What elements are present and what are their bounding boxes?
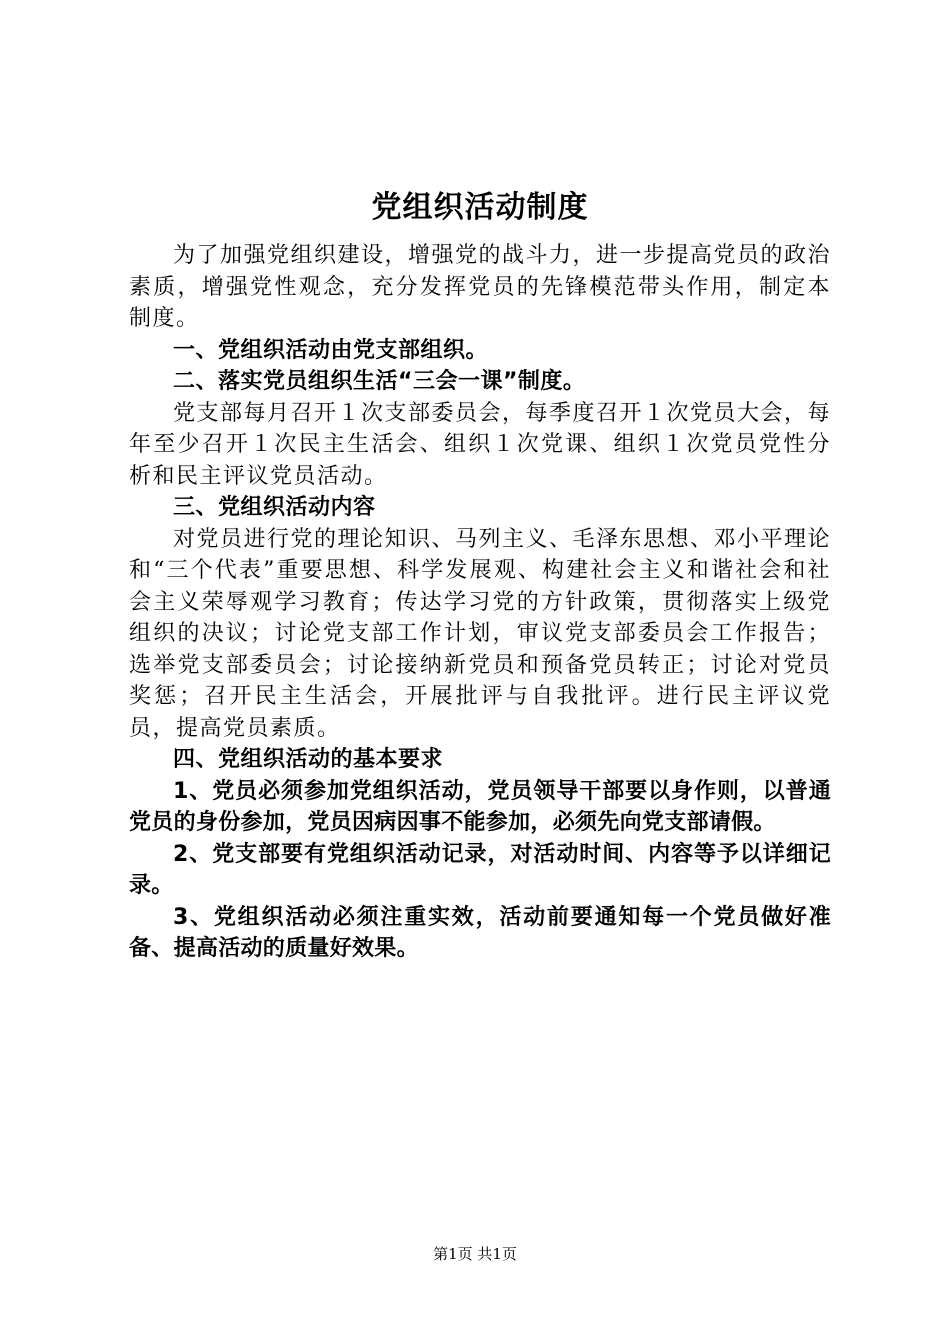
section-heading-3: 三、党组织活动内容 bbox=[173, 495, 376, 520]
document-title: 党组织活动制度 bbox=[371, 190, 589, 225]
document-body bbox=[129, 186, 831, 965]
requirement-3: 3、党组织活动必须注重实效，活动前要通知每一个党员做好准备、提高活动的质量好效果。 bbox=[129, 904, 831, 961]
page-number-footer: 第1页 共1页 bbox=[433, 1245, 517, 1263]
requirement-1: 1、党员必须参加党组织活动，党员领导干部要以身作则，以普通党员的身份参加，党员因病因事不能参加，必须先向党支部请假。 bbox=[129, 778, 831, 835]
section-2-body: 党支部每月召开１次支部委员会，每季度召开１次党员大会，每年至少召开１次民主生活会、组织１次党课、组织１次党员党性分析和民主评议党员活动。 bbox=[129, 400, 832, 489]
requirement-2: 2、党支部要有党组织活动记录，对活动时间、内容等予以详细记录。 bbox=[129, 841, 831, 898]
section-3-body: 对党员进行党的理论知识、马列主义、毛泽东思想、邓小平理论和“三个代表”重要思想、科学发展观、构建社会主义和谐社会和社会主义荣辱观学习教育；传达学习党的方针政策，贯彻落实上级党组织的决议；讨论党支部工作计划，审议党支部委员会工作报告；选举党支部委员会；讨论接纳新党员和预备党员转正；讨论对党员奖惩；召开民主生活会，开展批评与自我批评。进行民主评议党员，提高党员素质。 bbox=[129, 526, 832, 741]
section-heading-4: 四、党组织活动的基本要求 bbox=[173, 747, 444, 772]
section-heading-1: 一、党组织活动由党支部组织。 bbox=[173, 337, 489, 363]
section-heading-2: 二、落实党员组织生活“三会一课”制度。 bbox=[173, 369, 586, 394]
intro-paragraph: 为了加强党组织建设，增强党的战斗力，进一步提高党员的政治素质，增强党性观念，充分发挥党员的先锋模范带头作用，制定本制度。 bbox=[129, 243, 832, 331]
